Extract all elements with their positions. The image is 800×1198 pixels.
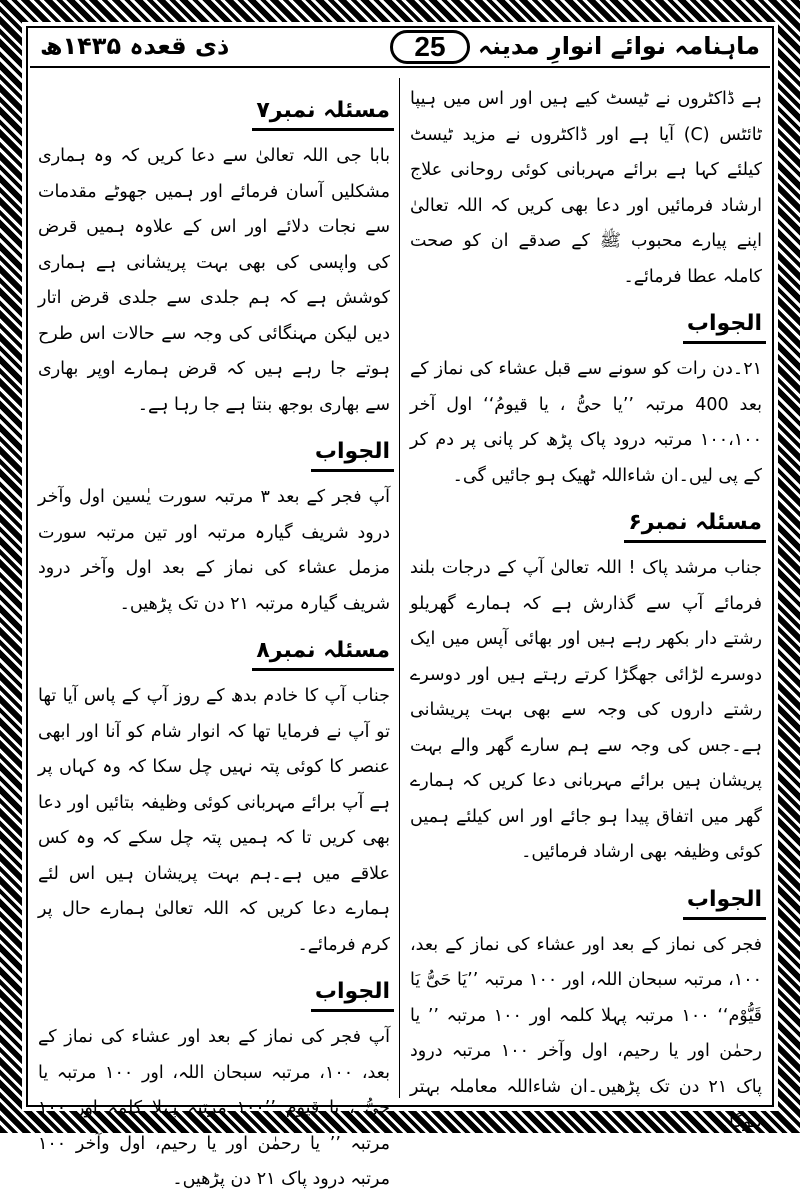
page-number: 25 [390,30,470,64]
column-divider [399,78,400,1098]
section-heading: مسئلہ نمبر۶ [624,508,766,543]
paragraph: آپ فجر کے بعد ۳ مرتبہ سورت یٰسین اول وآخر درود شریف گیارہ مرتبہ اور تین مرتبہ سورت مزمل عشاء کی نماز کے بعد اول وآخر درود شریف گیارہ مرتبہ ۲۱ دن تک پڑھیں۔ [38,487,390,614]
paragraph: ۲۱۔دن رات کو سونے سے قبل عشاء کی نماز کے بعد 400 مرتبہ ’’یا حیُّ ، یا قیومُ‘‘ اول آخر ۱۰۰،۱۰۰ مرتبہ درود پاک پڑھ کر پانی پر دم کر کے پی لیں۔ان شاءاللہ ٹھیک ہو جائیں گی۔ [410,359,763,486]
issue-date: ذی قعدہ ۱۴۳۵ھ [40,32,230,60]
page-header [30,30,770,68]
right-column [406,82,766,1132]
paragraph: آپ فجر کی نماز کے بعد اور عشاء کی نماز کے بعد، ۱۰۰، مرتبہ سبحان اللہ، اور ۱۰۰ مرتبہ یا حیُّ ، یا قیوم ’’۱۰۰ مرتبہ پہلا کلمہ اور ۱۰۰ مرتبہ ’’ یا رحمٰن اور یا رحیم، اول وآخر ۱۰۰ مرتبہ درود پاک ۲۱ دن پڑھیں۔ [38,1027,390,1189]
section-heading: الجواب [683,309,766,344]
paragraph: جناب مرشد پاک ! اللہ تعالیٰ آپ کے درجات بلند فرمائے آپ سے گذارش ہے کہ ہمارے گھریلو رشتے دار بکھر رہے ہیں اور بھائی آپس میں ایک دوسرے لڑائی جھگڑا کرتے رہتے ہیں اور دوسرے رشتے داروں کی وجہ سے بھی بہت پریشانی ہے۔جس کی وجہ سے ہم سارے گھر والے بہت پریشان ہیں برائے مہربانی دعا کریں کہ ہمارے گھر میں اتفاق پیدا ہو جائے اور اس کیلئے ہمیں کوئی وظیفہ بھی ارشاد فرمائیں۔ [410,558,762,862]
section-heading: مسئلہ نمبر۷ [252,96,394,131]
magazine-title: ماہنامہ نوائے انوارِ مدینہ [477,32,760,60]
section-heading: الجواب [311,977,394,1012]
section-heading: مسئلہ نمبر۸ [252,636,394,671]
paragraph: جناب آپ کا خادم بدھ کے روز آپ کے پاس آیا تھا تو آپ نے فرمایا تھا کہ انوار شام کو آنا اور ابھی عنصر کا کوئی پتہ نہیں چل سکا کہ وہ کہاں پر ہے آپ برائے مہربانی کوئی وظیفہ بتائیں اور دعا بھی کریں تا کہ ہمیں پتہ چل سکے کہ وہ کس علاقے میں ہے۔ہم بہت پریشان ہیں اس لئے ہمارے دعا کریں کہ اللہ تعالیٰ ہمارے حال پر کرم فرمائے۔ [38,686,390,955]
paragraph: فجر کی نماز کے بعد اور عشاء کی نماز کے بعد، ۱۰۰، مرتبہ سبحان اللہ، اور ۱۰۰ مرتبہ ’’یَا حَیُّ یَا قَیُّوْم‘‘ ۱۰۰ مرتبہ پہلا کلمہ اور ۱۰۰ مرتبہ ’’ یا رحمٰن اور یا رحیم، اول وآخر ۱۰۰ مرتبہ درود پاک ۲۱ دن تک پڑھیں۔ان شاءاللہ معاملہ بہتر ہوگا۔ [410,934,762,1132]
paragraph: بابا جی اللہ تعالیٰ سے دعا کریں کہ وہ ہماری مشکلیں آسان فرمائے اور ہمیں جھوٹے مقدمات سے نجات دلائے اور اس کے علاوہ ہمیں قرض کی واپسی کی بھی بہت پریشانی ہے ہماری کوشش ہے کہ ہم جلدی سے جلدی قرض اتار دیں لیکن مہنگائی کی وجہ سے حالات اس طرح ہوتے جا رہے ہیں کہ قرض ہمارے اوپر بھاری سے بھاری بوجھ بنتا ہے جا رہا ہے۔ [38,146,390,415]
paragraph: ہے ڈاکٹروں نے ٹیسٹ کیے ہیں اور اس میں ہیپا ٹائٹس (C) آیا ہے اور ڈاکٹروں نے مزید ٹیسٹ کیلئے کہا ہے برائے مہربانی کوئی روحانی علاج ارشاد فرمائیں اور دعا بھی کریں کہ اللہ تعالیٰ اپنے پیارے محبوب ﷺ کے صدقے ان کو صحت کاملہ عطا فرمائے۔ [410,89,762,287]
section-heading: الجواب [311,437,394,472]
section-heading: الجواب [683,885,766,920]
left-column [34,82,394,1189]
